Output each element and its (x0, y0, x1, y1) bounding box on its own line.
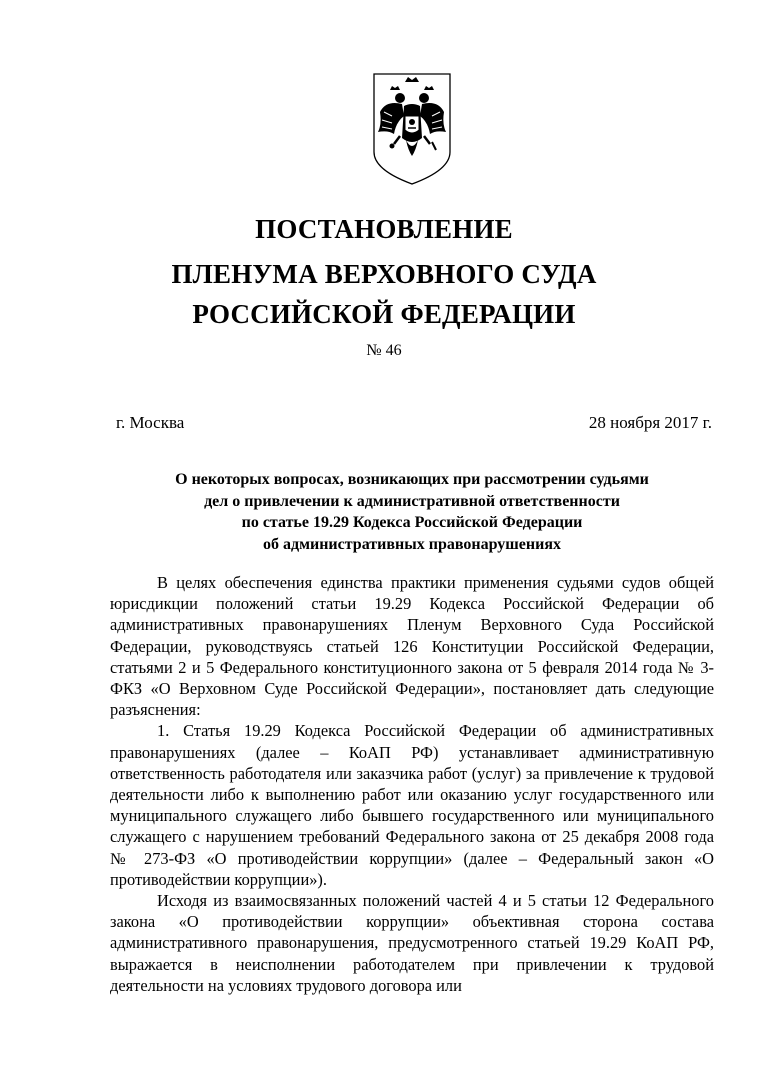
document-subject (110, 469, 714, 555)
document-title-line-1: ПОСТАНОВЛЕНИЕ (255, 214, 513, 244)
subject-line: дел о привлечении к административной ответственности (204, 492, 620, 510)
resolution-number: № 46 (366, 342, 402, 359)
body-paragraph: В целях обеспечения единства практики применения судьями судов общей юрисдикции положений статьи 19.29 Кодекса Российской Федерации об административных правонарушениях Пленум Верховного Суда Российской Федерации, руководствуясь статьей 126 Конституции Российской Федерации, статьями 2 и 5 Федерального конституционного закона от 5 февраля 2014 года № 3-ФКЗ «О Верховном Суде Российской Федерации», постановляет дать следующие разъяснения: (110, 573, 714, 720)
resolution-date: 28 ноября 2017 г. (588, 413, 712, 432)
body-paragraph: 1. Статья 19.29 Кодекса Российской Федерации об административных правонарушениях (далее – КоАП РФ) устанавливает административную ответственность работодателя или заказчика работ (услуг) за привлечение к трудовой деятельности либо к выполнению работ или оказанию услуг государственного или муниципального служащего либо бывшего государственного или муниципального служащего с нарушением требований Федерального закона от 25 декабря 2008 года № 273-ФЗ «О противодействии коррупции» (далее – Федеральный закон «О противодействии коррупции»). (110, 721, 714, 889)
subject-line: об административных правонарушениях (263, 535, 561, 553)
city: г. Москва (116, 413, 185, 432)
document-title-line-2: ПЛЕНУМА ВЕРХОВНОГО СУДА (171, 259, 597, 289)
document-body (110, 572, 714, 996)
subject-line: по статье 19.29 Кодекса Российской Федерации (241, 514, 583, 531)
coat-of-arms-emblem-icon (372, 72, 452, 186)
subject-line: О некоторых вопросах, возникающих при рассмотрении судьями (175, 471, 649, 488)
body-paragraph: Исходя из взаимосвязанных положений частей 4 и 5 статьи 12 Федерального закона «О противодействии коррупции» объективная сторона состава административного правонарушения, предусмотренного статьей 19.29 КоАП РФ, выражается в неисполнении работодателем при привлечении к трудовой деятельности на условиях трудового договора или (110, 891, 714, 995)
document-title-line-3: РОССИЙСКОЙ ФЕДЕРАЦИИ (192, 299, 576, 329)
